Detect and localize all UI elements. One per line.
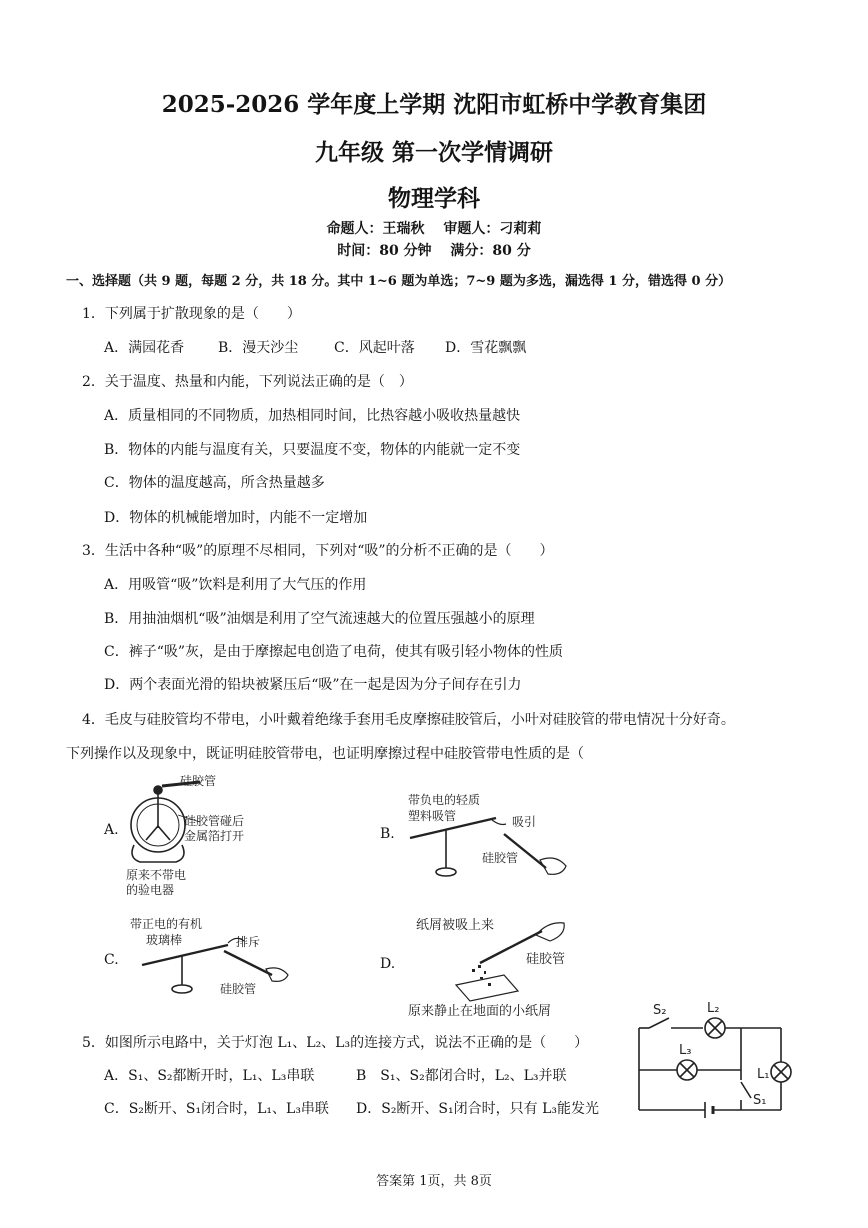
label-repel: 排斥: [236, 935, 261, 949]
question-option: A．满园花香: [104, 340, 185, 356]
question-option: C．裤子“吸”灰，是由于摩擦起电创造了电荷，使其有吸引轻小物体的性质: [104, 644, 564, 660]
label-tube: 硅胶管: [180, 774, 217, 788]
question-option: A．质量相同的不同物质，加热相同时间，比热容越小吸收热量越快: [104, 408, 521, 424]
label-l2: L₂: [707, 1001, 720, 1016]
switch-s2: [649, 1018, 669, 1028]
question-option: C．物体的温度越高，所含热量越多: [104, 475, 325, 491]
option-letter: C.: [104, 952, 119, 968]
circuit-diagram: [625, 998, 800, 1123]
question-option: D．雪花飘飘: [445, 340, 527, 356]
question-stem: 3．生活中各种“吸”的原理不尽相同，下列对“吸”的分析不正确的是（ ）: [82, 543, 554, 559]
option-letter: A.: [104, 822, 119, 838]
question-option: A．用吸管“吸”饮料是利用了大气压的作用: [104, 577, 367, 593]
label-straw-2: 塑料吸管: [408, 809, 457, 823]
glass-rod: [142, 945, 228, 965]
question-stem-continued: 下列操作以及现象中，既证明硅胶管带电，也证明摩擦过程中硅胶管带电性质的是（: [66, 746, 584, 762]
electroscope-figure: [120, 770, 290, 895]
straw-figure: [396, 790, 586, 890]
question-option: B．物体的内能与温度有关，只要温度不变，物体的内能就一定不变: [104, 442, 521, 458]
question-option: B．漫天沙尘: [218, 340, 299, 356]
question-option: A．S₁、S₂都断开时，L₁、L₃串联: [104, 1068, 315, 1084]
question-option: D．S₂断开、S₁闭合时，只有 L₃能发光: [356, 1101, 599, 1117]
label-l3: L₃: [679, 1043, 692, 1058]
question-option: B．用抽油烟机“吸”油烟是利用了空气流速越大的位置压强越小的原理: [104, 611, 535, 627]
exam-authors: 命题人：王瑞秋 审题人：刁莉莉: [326, 221, 542, 237]
option-letter: D.: [380, 956, 396, 972]
label-rod-1: 带正电的有机: [130, 917, 203, 931]
label-base-1: 原来不带电: [126, 868, 187, 882]
option-letter: B.: [380, 826, 395, 842]
section-heading: 一、选择题（共 9 题，每题 2 分，共 18 分。其中 1~6 题为单选；7~9 题为多选，漏选得 1 分，错选得 0 分）: [66, 274, 732, 289]
silicone-tube: [224, 951, 272, 975]
glass-rod-figure: [124, 915, 304, 1005]
question-option: C．风起叶落: [334, 340, 415, 356]
label-straw-1: 带负电的轻质: [408, 793, 481, 807]
label-bottom: 原来静止在地面的小纸屑: [408, 1004, 552, 1018]
label-top: 纸屑被吸上来: [416, 918, 495, 933]
question-stem: 4．毛皮与硅胶管均不带电，小叶戴着绝缘手套用毛皮摩擦硅胶管后，小叶对硅胶管的带电情况十分好奇。: [82, 712, 735, 728]
question-option: B S₁、S₂都闭合时，L₂、L₃并联: [356, 1068, 567, 1084]
label-s2: S₂: [653, 1003, 667, 1018]
exam-title-line3: 物理学科: [388, 185, 480, 212]
question-option: D．两个表面光滑的铅块被紧压后“吸”在一起是因为分子间存在引力: [104, 677, 522, 693]
exam-title-line1: 2025-2026 学年度上学期 沈阳市虹桥中学教育集团: [161, 91, 707, 118]
page-footer: 答案第 1页，共 8页: [376, 1174, 492, 1189]
switch-s1: [741, 1082, 751, 1098]
exam-title-line2: 九年级 第一次学情调研: [314, 139, 553, 166]
ground-plate: [456, 975, 518, 1001]
question-option: C．S₂断开、S₁闭合时，L₁、L₃串联: [104, 1101, 329, 1117]
label-foil-1: 硅胶管碰后: [184, 814, 245, 828]
label-attract: 吸引: [512, 815, 537, 829]
label-tube: 硅胶管: [482, 851, 519, 865]
label-tube: 硅胶管: [526, 952, 566, 967]
question-option: D．物体的机械能增加时，内能不一定增加: [104, 510, 368, 526]
question-stem: 5．如图所示电路中，关于灯泡 L₁、L₂、L₃的连接方式，说法不正确的是（ ）: [82, 1035, 589, 1051]
label-foil-2: 金属箔打开: [184, 829, 245, 843]
label-rod-2: 玻璃棒: [146, 933, 183, 947]
paper-scraps-figure: [400, 913, 600, 1018]
label-tube: 硅胶管: [220, 982, 257, 996]
label-l1: L₁: [757, 1067, 770, 1082]
question-stem: 2．关于温度、热量和内能，下列说法正确的是（ ）: [82, 374, 413, 390]
question-stem: 1．下列属于扩散现象的是（ ）: [82, 306, 301, 322]
label-base-2: 的验电器: [126, 883, 175, 895]
exam-time-score: 时间：80 分钟 满分：80 分: [337, 243, 531, 259]
label-s1: S₁: [753, 1093, 767, 1108]
